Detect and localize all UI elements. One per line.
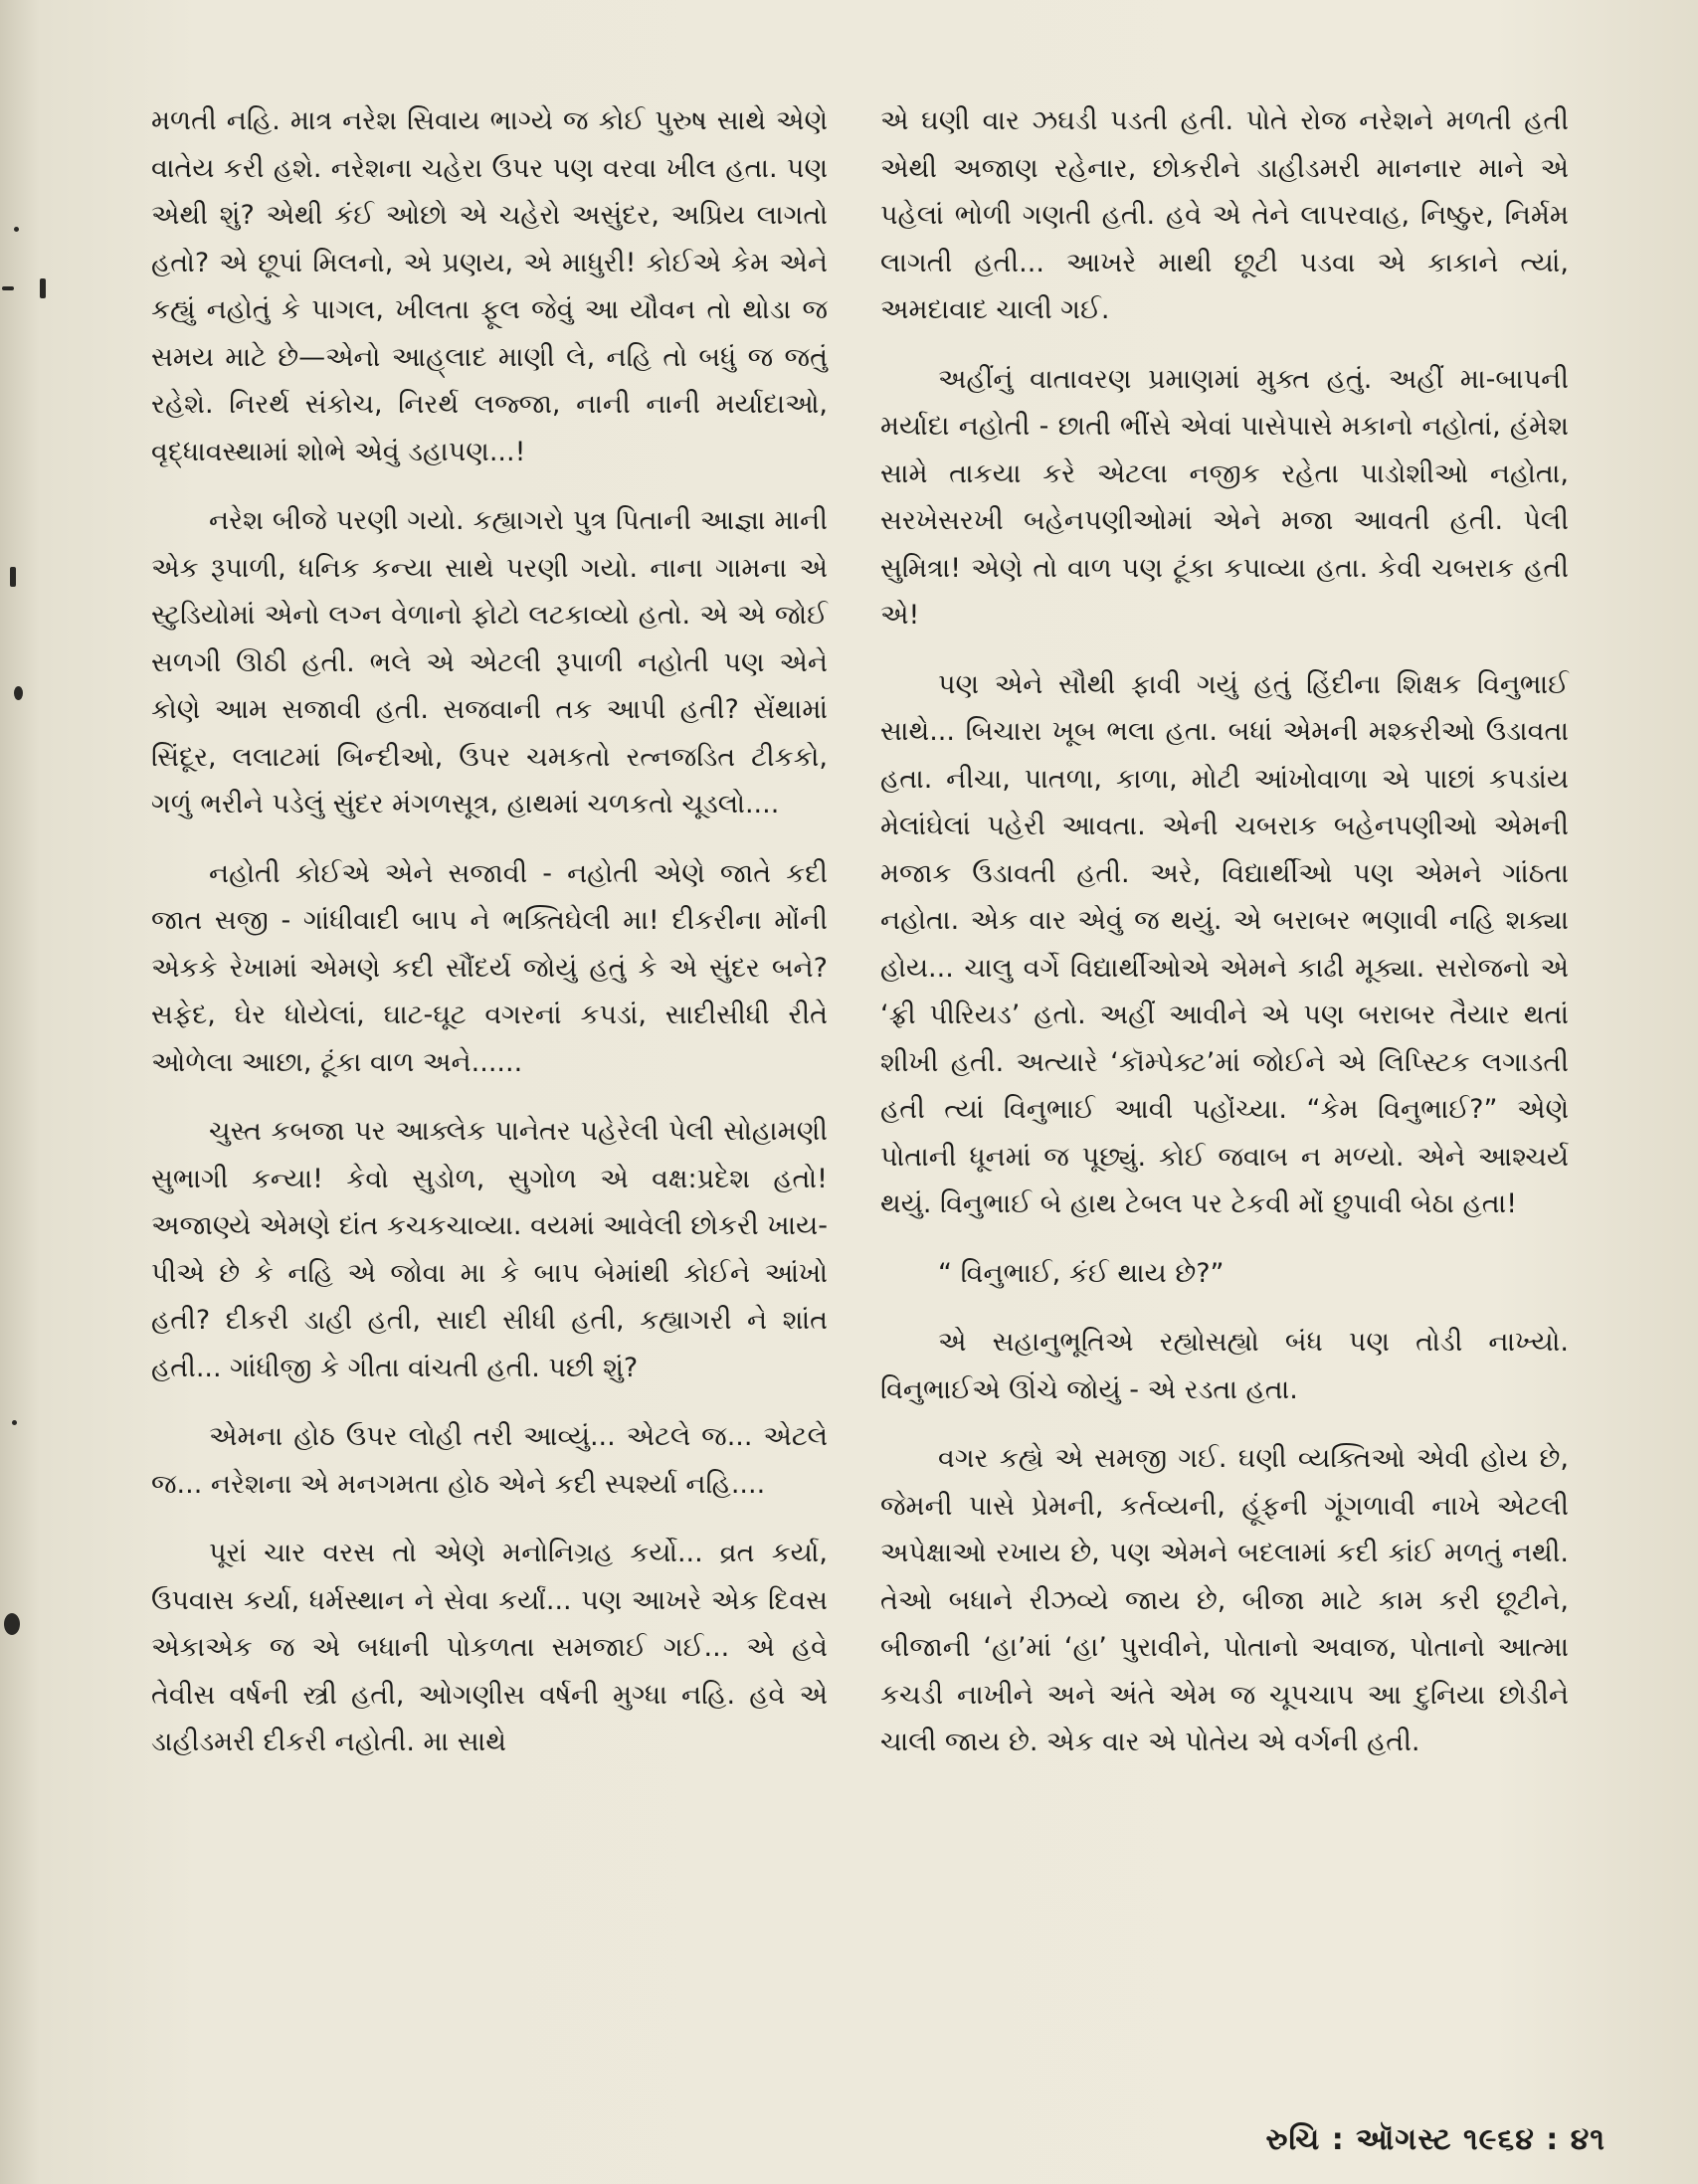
margin-speck: [14, 686, 23, 700]
dialogue-line: “ વિનુભાઈ, કંઈ થાય છે?”: [938, 1257, 1225, 1289]
paragraph: નરેશ બીજે પરણી ગયો. કહ્યાગરો પુત્ર પિતાની આજ્ઞા માની એક રૂપાળી, ધનિક કન્યા સાથે પરણી ગયો. નાના ગામના એ સ્ટુડિયોમાં એનો લગ્ન વેળાનો ફોટો લટકાવ્યો હતો. એ એ જોઈ સળગી ઊઠી હતી. ભલે એ એટલી રૂપાળી નહોતી પણ એને કોણે આમ સજાવી હતી. સજવાની તક આપી હતી? સેંથામાં સિંદૂર, લલાટમાં બિન્દીઓ, ઉપર ચમકતો રત્નજડિત ટીકકો, ગળું ભરીને પડેલું સુંદર મંગળસૂત્ર, હાથમાં ચળકતો ચૂડલો....: [151, 505, 828, 819]
paragraph: ચુસ્ત કબજા પર આક્લેક પાનેતર પહેરેલી પેલી સોહામણી સુભાગી કન્યા! કેવો સુડોળ, સુગોળ એ વક્ષ:પ્રદેશ હતો! અજાણ્યે એમણે દાંત કચકચાવ્યા. વયમાં આવેલી છોકરી ખાય-પીએ છે કે નહિ એ જોવા મા કે બાપ બેમાંથી કોઈને આંખો હતી? દીકરી ડાહી હતી, સાદી સીધી હતી, કહ્યાગરી ને શાંત હતી... ગાંધીજી કે ગીતા વાંચતી હતી. પછી શું?: [151, 1116, 828, 1383]
paragraph: એ ઘણી વાર ઝઘડી પડતી હતી. પોતે રોજ નરેશને મળતી હતી એથી અજાણ રહેનાર, છોકરીને ડાહીડમરી માનનાર માને એ પહેલાં ભોળી ગણતી હતી. હવે એ તેને લાપરવાહ, નિષ્ઠુર, નિર્મમ લાગતી હતી... આખરે માથી છૂટી પડવા એ કાકાને ત્યાં, અમદાવાદ ચાલી ગઈ.: [880, 105, 1569, 325]
right-column: [880, 97, 1569, 1788]
paragraph: અહીંનું વાતાવરણ પ્રમાણમાં મુક્ત હતું. અહીં મા-બાપની મર્યાદા નહોતી - છાતી ભીંસે એવાં પાસેપાસે મકાનો નહોતાં, હંમેશ સામે તાકયા કરે એટલા નજીક રહેતા પાડોશીઓ નહોતા, સરખેસરખી બહેનપણીઓમાં એને મજા આવતી હતી. પેલી સુમિત્રા! એણે તો વાળ પણ ટૂંકા કપાવ્યા હતા. કેવી ચબરાક હતી એ!: [880, 363, 1569, 631]
left-column: [151, 97, 828, 1788]
paragraph: મળતી નહિ. માત્ર નરેશ સિવાય ભાગ્યે જ કોઈ પુરુષ સાથે એણે વાતેય કરી હશે. નરેશના ચહેરા ઉપર પણ વરવા ખીલ હતા. પણ એથી શું? એથી કંઈ ઓછો એ ચહેરો અસુંદર, અપ્રિય લાગતો હતો? એ છૂપાં મિલનો, એ પ્રણય, એ માધુરી! કોઈએ કેમ એને કહ્યું નહોતું કે પાગલ, ખીલતા ફૂલ જેવું આ યૌવન તો થોડા જ સમય માટે છે—એનો આહ્‌લાદ માણી લે, નહિ તો બધું જ જતું રહેશે. નિરર્થ સંકોચ, નિરર્થ લજ્જા, નાની નાની મર્યાદાઓ, વૃદ્ધાવસ્થામાં શોભે એવું ડહાપણ...!: [151, 105, 828, 467]
margin-speck: [10, 567, 16, 587]
margin-speck: [4, 1613, 20, 1635]
margin-speck: [2, 286, 14, 290]
margin-speck: [14, 227, 19, 232]
margin-speck: [40, 278, 46, 298]
paragraph: એ સહાનુભૂતિએ રહ્યોસહ્યો બંધ પણ તોડી નાખ્યો. વિનુભાઈએ ઊંચે જોયું - એ રડતા હતા.: [880, 1327, 1569, 1405]
paragraph: વગર કહ્યે એ સમજી ગઈ. ઘણી વ્યક્તિઓ એવી હોય છે, જેમની પાસે પ્રેમની, કર્તવ્યની, હૂંફની ગૂંગળાવી નાખે એટલી અપેક્ષાઓ રખાય છે, પણ એમને બદલામાં કદી કાંઈ મળતું નથી. તેઓ બધાને રીઝવ્યે જાય છે, બીજા માટે કામ કરી છૂટીને, બીજાની ‘હા’માં ‘હા’ પુરાવીને, પોતાનો અવાજ, પોતાનો આત્મા કચડી નાખીને અને અંતે એમ જ ચૂપચાપ આ દુનિયા છોડીને ચાલી જાય છે. એક વાર એ પોતેય એ વર્ગની હતી.: [880, 1443, 1569, 1757]
margin-speck: [12, 1420, 17, 1425]
page-footer: રુચિ : ઑગસ્ટ ૧૯૬૪ : ૪૧: [1265, 2122, 1605, 2157]
paragraph: પૂરાં ચાર વરસ તો એણે મનોનિગ્રહ કર્યો... વ્રત કર્યા, ઉપવાસ કર્યા, ધર્મસ્થાન ને સેવા કર્યાં... પણ આખરે એક દિવસ એકાએક જ એ બધાની પોકળતા સમજાઈ ગઈ... એ હવે તેવીસ વર્ષની સ્ત્રી હતી, ઓગણીસ વર્ષની મુગ્ધા નહિ. હવે એ ડાહીડમરી દીકરી નહોતી. મા સાથે: [151, 1538, 828, 1757]
paragraph: નહોતી કોઈએ એને સજાવી - નહોતી એણે જાતે કદી જાત સજી - ગાંધીવાદી બાપ ને ભક્તિઘેલી મા! દીકરીના મોંની એકકે રેખામાં એમણે કદી સૌંદર્ય જોયું હતું કે એ સુંદર બને? સફેદ, ઘેર ધોયેલાં, ઘાટ-ઘૂટ વગરનાં કપડાં, સાદીસીધી રીતે ઓળેલા આછા, ટૂંકા વાળ અને......: [151, 857, 828, 1078]
paragraph: પણ એને સૌથી ફાવી ગયું હતું હિંદીના શિક્ષક વિનુભાઈ સાથે... બિચારા ખૂબ ભલા હતા. બધાં એમની મશ્કરીઓ ઉડાવતા હતા. નીચા, પાતળા, કાળા, મોટી આંખોવાળા એ પાછાં કપડાંય મેલાંઘેલાં પહેરી આવતા. એની ચબરાક બહેનપણીઓ એમની મજાક ઉડાવતી હતી. અરે, વિદ્યાર્થીઓ પણ એમને ગાંઠતા નહોતા. એક વાર એવું જ થયું. એ બરાબર ભણાવી નહિ શક્યા હોય... ચાલુ વર્ગે વિદ્યાર્થીઓએ એમને કાઢી મૂક્યા. સરોજનો એ ‘ફ્રી પીરિયડ’ હતો. અહીં આવીને એ પણ બરાબર તૈયાર થતાં શીખી હતી. અત્યારે ‘કૉમ્પેક્ટ’માં જોઈને એ લિપ્સ્ટિક લગાડતી હતી ત્યાં વિનુભાઈ આવી પહોંચ્યા. “કેમ વિનુભાઈ?” એણે પોતાની ધૂનમાં જ પૂછ્યું. કોઈ જવાબ ન મળ્યો. એને આશ્ચર્ય થયું. વિનુભાઈ બે હાથ ટેબલ પર ટેકવી મોં છુપાવી બેઠા હતા!: [880, 668, 1569, 1219]
paragraph: એમના હોઠ ઉપર લોહી તરી આવ્યું... એટલે જ... એટલે જ... નરેશના એ મનગમતા હોઠ એને કદી સ્પર્શ્યા નહિ....: [151, 1421, 828, 1500]
